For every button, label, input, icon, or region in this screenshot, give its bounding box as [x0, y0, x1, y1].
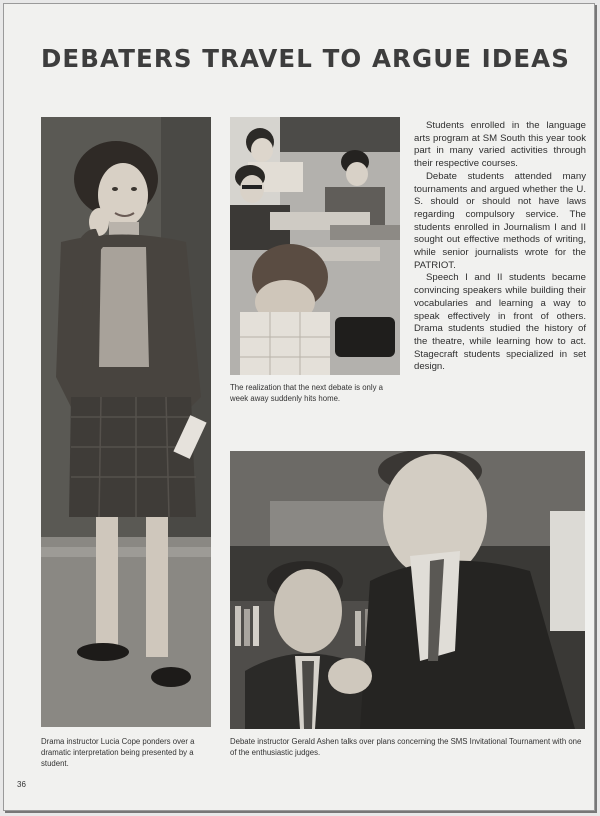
drama-instructor-photo	[41, 117, 211, 727]
article-paragraph: Speech I and II students became convincing speakers while building their vocabularies and learning a way to speak effectively in front of others. Drama students studied the history of the theatre, while learning how to act. Stagecraft students specialized in set design.	[414, 272, 586, 373]
article-paragraph: Debate students attended many tournaments and argued whether the U. S. should or should not have laws regarding compulsory service. The students enrolled in Journalism I and II sought out effective methods of writing, while senior journalists wrote for the PATRIOT.	[414, 170, 586, 271]
classroom-photo	[230, 117, 400, 375]
classroom-photo-caption: The realization that the next debate is only a week away suddenly hits home.	[230, 383, 384, 403]
yearbook-page	[3, 3, 595, 811]
page-number: 36	[17, 780, 26, 789]
debate-instructor-photo	[230, 451, 585, 729]
article-paragraph: Students enrolled in the language arts program at SM South this year took part in many varied activities through their respective courses.	[414, 120, 586, 170]
page-title: DEBATERS TRAVEL TO ARGUE IDEAS	[41, 44, 570, 73]
debate-photo-caption: Debate instructor Gerald Ashen talks over plans concerning the SMS Invitational Tournament with one of the enthusiastic judges.	[230, 737, 582, 757]
drama-photo-caption: Drama instructor Lucia Cope ponders over a dramatic interpretation being presented by a student.	[41, 737, 195, 768]
article-body	[414, 120, 586, 374]
